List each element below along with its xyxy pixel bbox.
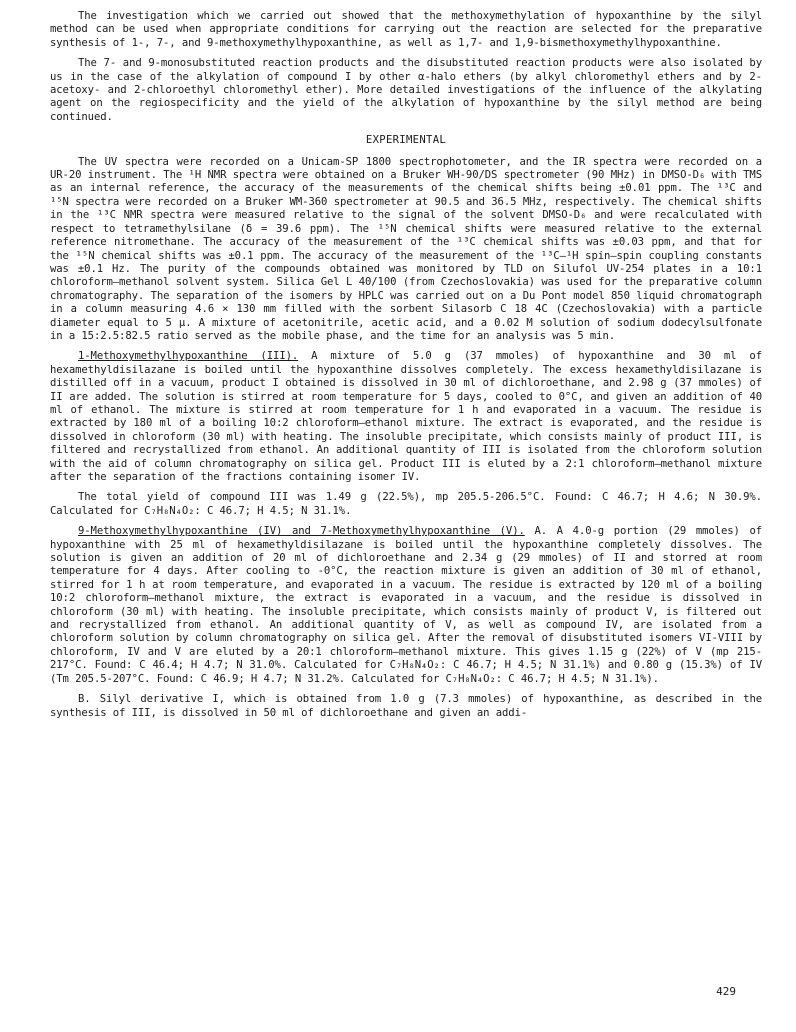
paragraph-instruments: The UV spectra were recorded on a Unicam-SP 1800 spectrophotometer, and the IR spectra were recorded on a UR-20 instrument. The ¹H NMR spectra were obtained on a Bruker WH-90/DS spectrometer (90 MHz) in DMSO-D₆ with TMS as an internal reference, the accuracy of the measurements of the chemical shifts being ±0.01 ppm. The ¹³C and ¹⁵N spectra were recorded on a Bruker WM-360 spectrometer at 90.5 and 36.5 MHz, respectively. The chemical shifts in the ¹³C NMR spectra were measured relative to the signal of the solvent DMSO-D₆ and were recalculated with respect to tetramethylsilane (δ = 39.6 ppm). The ¹⁵N chemical shifts were measured relative to the external reference nitromethane. The accuracy of the measurement of the ¹³C chemical shifts was ±0.03 ppm, and that for the ¹⁵N chemical shifts was ±0.1 ppm. The accuracy of the measurement of the ¹³C–¹H spin–spin coupling constants was ±0.1 Hz. The purity of the compounds obtained was monitored by TLD on Silufol UV-254 plates in a 10:1 chloroform–methanol solvent system. Silica Gel L 40/100 (from Czechoslovakia) was used for the preparative column chromatography. The separation of the isomers by HPLC was carried out on a Du Pont model 850 liquid chromatograph in a column measuring 4.6 × 130 mm filled with the sorbent Silasorb C 18 4C (Czechoslovakia) with a particle diameter equal to 5 μ. A mixture of acetonitrile, acetic acid, and a 0.02 M solution of sodium dodecylsulfonate in a 15:2.5:82.5 ratio served as the mobile phase, and the time for an analysis was 5 min. (50, 155, 762, 342)
paragraph-alkylation: The 7- and 9-monosubstituted reaction products and the disubstituted reaction products were also isolated by us in the case of the alkylation of compound I by other α-halo ethers (by alkyl chloromethyl ethers and by 2-acetoxy- and 2-chloroethyl chloromethyl ether). More detailed investigations of the influence of the alkylating agent on the regiospecificity and the yield of the alkylation of hypoxanthine by the silyl method are being continued. (50, 57, 762, 123)
paragraph-conclusion: The investigation which we carried out showed that the methoxymethylation of hypoxanthine by the silyl method can be used when appropriate conditions for carrying out the reaction are selected for the preparative synthesis of 1-, 7-, and 9-methoxymethylhypoxanthine, as well as 1,7- and 1,9-bismethoxymethylhypoxanthine. (50, 10, 762, 49)
paragraph-method-b: B. Silyl derivative I, which is obtained from 1.0 g (7.3 mmoles) of hypoxanthine, as described in the synthesis of III, is dissolved in 50 ml of dichloroethane and given an addi- (50, 693, 762, 719)
compound-iv-v-body: A. A 4.0-g portion (29 mmoles) of hypoxanthine with 25 ml of hexamethyldisilazane is boiled until the hypoxanthine completely dissolves. The solution is given an addition of 20 ml of dichloroethane and 2.34 g (29 mmoles) of II and storred at room temperature for 4 days. After cooling to -0°C, the reaction mixture is given an addition of 30 ml of ethanol, stirred for 1 h at room temperature, and evaporated in a vacuum. The residue is extracted by 120 ml of a boiling 10:2 chloroform–methanol mixture, the extract is evaporated in a vacuum, and the residue is dissolved in chloroform (30 ml) with heating. The insoluble precipitate, which consists mainly of product V, is filtered out and recrystallized from ethanol. An additional quantity of V, as well as compound IV, are isolated from a chloroform solution by column chromatography on silica gel. After the removal of disubstituted isomers VI-VIII by chloroform, IV and V are eluted by a 20:1 chloroform–methanol mixture. This gives 1.15 g (22%) of V (mp 215-217°C. Found: C 46.4; H 4.7; N 31.0%. Calculated for C₇H₈N₄O₂: C 46.7; H 4.5; N 31.1%) and 0.80 g (15.3%) of IV (Tm 205.5-207°C. Found: C 46.9; H 4.7; N 31.2%. Calculated for C₇H₈N₄O₂: C 46.7; H 4.5; N 31.1%). (50, 525, 763, 685)
section-heading-experimental: EXPERIMENTAL (365, 134, 447, 147)
compound-iii-body: A mixture of 5.0 g (37 mmoles) of hypoxanthine and 30 ml of hexamethyldisilazane is boiled until the hypoxanthine dissolves completely. The excess hexamethyldisilazane is distilled off in a vacuum, product I obtained is dissolved in 30 ml of dichloroethane, and 2.98 g (37 mmoles) of II are added. The solution is stirred at room temperature for 5 days, cooled to 0°C, and given an addition of 40 ml of ethanol. The mixture is stirred at room temperature for 1 h and evaporated in a vacuum. The residue is extracted by 180 ml of a boiling 10:2 chloroform–ethanol mixture. The extract is evaporated, and the residue is dissolved in chloroform (30 ml) with heating. The insoluble precipitate, which consists mainly of product III, is filtered and recrystallized from ethanol. An additional quantity of III is isolated from the chloroform solution with the aid of column chromatography on silica gel. Product III is eluted by a 2:1 chloroform–methanol mixture after the separation of the fractions containing isomer IV. (50, 350, 762, 483)
compound-iv-v-title: 9-Methoxymethylhypoxanthine (IV) and 7-Methoxymethylhypoxanthine (V). (78, 525, 525, 538)
compound-iii-title: 1-Methoxymethylhypoxanthine (III). (78, 350, 299, 363)
page-number: 429 (716, 985, 736, 998)
paragraph-compound-iv-v (50, 525, 762, 686)
document-page (50, 10, 762, 727)
paragraph-compound-iii (50, 350, 762, 484)
paragraph-yield-iii: The total yield of compound III was 1.49 g (22.5%), mp 205.5-206.5°C. Found: C 46.7; H 4.6; N 30.9%. Calculated for C₇H₈N₄O₂: C 46.7; H 4.5; N 31.1%. (50, 491, 762, 517)
